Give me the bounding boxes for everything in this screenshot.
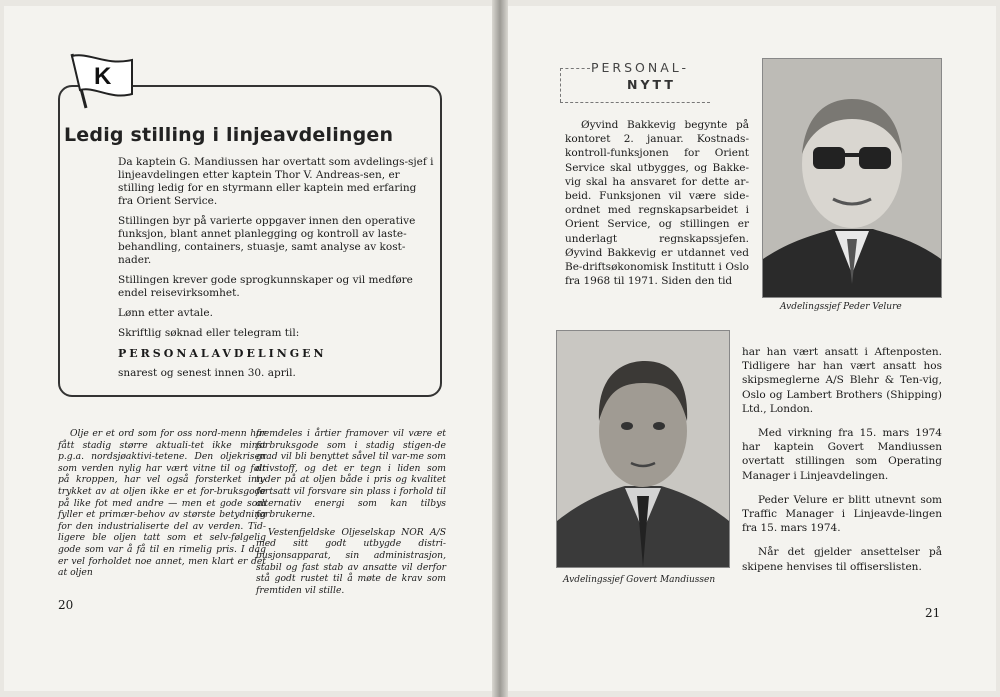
oil-paragraph: Vestenfjeldske Oljeselskap NOR A/S med sitt godt utbygde distri-busjonsapparat, sin administrasjon, stabil og fast stab av ansatte vil derfor stå godt rustet til å møte de krav som fremtiden vil stille. [256, 526, 446, 596]
article-paragraph: Øyvind Bakkevig begynte på kontoret 2. januar. Kostnads-kontroll-funksjonen for Orient Service skal utbygges, og Bakke-vig skal ha ansvaret for dette ar-beid. Funksjonen vil være side-ordnet med regnskapsarbeidet i Orient Service, og stillingen er underlagt regnskapssjefen. Øyvind Bakkevig er utdannet ved Be-driftsøkonomisk Institutt i Oslo fra 1968 til 1971. Siden den tid [565, 119, 749, 288]
photo-peder-velure [762, 58, 942, 298]
page-number-right: 21 [925, 606, 941, 620]
book-gutter [492, 0, 508, 697]
flag-letter: K [94, 63, 112, 90]
ad-title: Ledig stilling i linjeavdelingen [64, 124, 394, 146]
caption-govert-mandiussen: Avdelingssjef Govert Mandiussen [563, 575, 716, 585]
ad-deadline: snarest og senest innen 30. april. [118, 367, 296, 379]
article-paragraph: har han vært ansatt i Aftenposten. Tidligere har han vært ansatt hos skipsmeglerne A/S Blehr & Ten-vig, Oslo og Lambert Brothers (Shipping) Ltd., London. [742, 346, 942, 415]
caption-peder-velure: Avdelingssjef Peder Velure [780, 302, 902, 312]
oil-paragraph: fremdeles i årtier framover vil være et forbruksgode som i stadig stigen-de grad vil bli benyttet såvel til var-me som drivstoff, og det er tegn i liden som tyder på at oljen både i pris og kvalitet fortsatt vil forsvare sin plass i forhold til alternativ energi som kan tilbys forbrukerne. [256, 428, 446, 521]
article-paragraph: Når det gjelder ansettelser på skipene henvises til offiserslisten. [742, 546, 942, 573]
ad-paragraph: Lønn etter avtale. [118, 307, 213, 319]
ad-paragraph: Da kaptein G. Mandiussen har overtatt som avdelings-sjef i linjeavdelingen etter kaptein Thor V. Andreas-sen, er stilling ledig for en styrmann eller kaptein med erfaring fra Orient Service. [118, 156, 434, 207]
ad-paragraph: Stillingen byr på varierte oppgaver innen den operative funksjon, blant annet planlegging og kontroll av laste-behandling, containers, stuasje, samt analyse av kost-nader. [118, 215, 416, 266]
page-number-left: 20 [58, 598, 74, 612]
article-paragraph: Med virkning fra 15. mars 1974 har kaptein Govert Mandiussen overtatt stillingen som Operating Manager i Linjeavdelingen. [742, 427, 942, 482]
article-paragraph: Peder Velure er blitt utnevnt som Traffic Manager i Linjeavde-lingen fra 15. mars 1974. [742, 493, 942, 535]
heading-line-1: PERSONAL- [591, 60, 690, 75]
article-text-top [565, 118, 749, 288]
article-text-bottom [742, 345, 942, 584]
photo-govert-mandiussen [556, 330, 730, 568]
ad-body [118, 156, 434, 387]
heading-line-2: NYTT [627, 77, 676, 92]
ad-department: PERSONALAVDELINGEN [118, 347, 327, 360]
oil-column-1 [58, 428, 266, 585]
personal-nytt-heading [560, 60, 710, 102]
flag-logo-icon [60, 50, 140, 110]
ad-paragraph: Stillingen krever gode sprogkunnskaper og vil medføre endel reisevirksomhet. [118, 274, 413, 299]
oil-paragraph: Olje er et ord som for oss nord-menn har fått stadig større aktuali-tet ikke minst p.g.a. nordsjøaktivi-tetene. Den oljekrisen som verden nylig har vært vitne til og følt på kroppen, har vel også forsterket inn-trykket av at oljen ikke er et for-bruksgode på like fot med andre — men et gode som fyller et primær-behov av største betydning for den industrialiserte del av verden. Tid-ligere ble oljen tatt som et selv-følgelig gode som var å få til en rimelig pris. I dag er vel forholdet noe annet, men klart er det at oljen [58, 428, 266, 579]
ad-paragraph: Skriftlig søknad eller telegram til: [118, 327, 300, 339]
oil-column-2 [256, 428, 446, 602]
